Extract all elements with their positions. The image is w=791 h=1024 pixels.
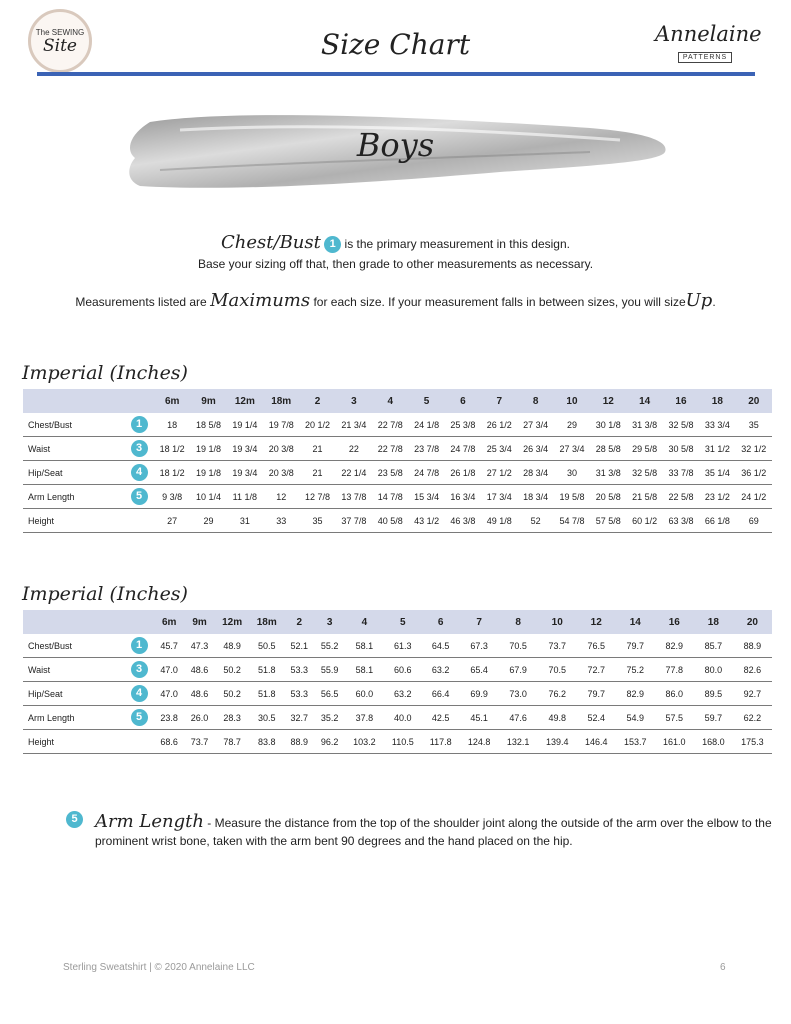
size-header: 20: [733, 610, 772, 634]
table-cell: 20 3/8: [263, 437, 299, 461]
table-cell: 49 1/8: [481, 509, 517, 533]
table-row: [23, 658, 772, 682]
table-cell: 35: [299, 509, 335, 533]
table-cell: 51.8: [249, 658, 284, 682]
table-cell: 55.2: [314, 634, 344, 658]
row-label: Arm Length: [23, 485, 124, 509]
table-cell: 19 5/8: [554, 485, 590, 509]
header-blank-badge: [124, 389, 154, 413]
table-cell: 19 1/4: [227, 413, 263, 437]
table-cell: 24 7/8: [445, 437, 481, 461]
table-cell: 19 1/8: [190, 461, 226, 485]
measurement-badge: 1: [131, 637, 148, 654]
table-cell: 85.7: [694, 634, 733, 658]
table-2-title: Imperial (Inches): [22, 583, 188, 605]
size-header-row: [23, 389, 772, 413]
table-cell: 73.0: [499, 682, 538, 706]
size-header: 2: [284, 610, 314, 634]
row-badge-cell: [124, 634, 154, 658]
table-cell: 60.6: [384, 658, 422, 682]
row-badge-cell: [124, 485, 154, 509]
header-rule: [37, 72, 755, 76]
maximums-term: Maximums: [210, 290, 311, 311]
logo-right-line2: PATTERNS: [678, 52, 732, 63]
measurement-badge: 4: [131, 464, 148, 481]
table-row: [23, 461, 772, 485]
table-cell: 26 1/2: [481, 413, 517, 437]
table-cell: 59.7: [694, 706, 733, 730]
table-cell: 30 1/8: [590, 413, 626, 437]
row-label: Arm Length: [23, 706, 124, 730]
table-cell: 76.2: [538, 682, 577, 706]
size-header: 3: [314, 610, 344, 634]
table-cell: 48.6: [184, 658, 214, 682]
table-cell: 82.9: [616, 682, 655, 706]
table-cell: 103.2: [345, 730, 384, 754]
row-label: Waist: [23, 658, 124, 682]
table-cell: 56.5: [314, 682, 344, 706]
table-cell: 18: [154, 413, 190, 437]
size-header: 18m: [263, 389, 299, 413]
table-cell: 35: [736, 413, 773, 437]
size-header: 18m: [249, 610, 284, 634]
table-cell: 47.3: [184, 634, 214, 658]
table-cell: 23 5/8: [372, 461, 408, 485]
table-cell: 40.0: [384, 706, 422, 730]
row-label: Hip/Seat: [23, 682, 124, 706]
table-cell: 45.1: [460, 706, 499, 730]
table-cell: 27 1/2: [481, 461, 517, 485]
table-cell: 69.9: [460, 682, 499, 706]
size-header: 3: [336, 389, 372, 413]
table-cell: 65.4: [460, 658, 499, 682]
size-header: 8: [517, 389, 553, 413]
table-cell: 75.2: [616, 658, 655, 682]
arm-length-description: - Measure the distance from the top of the shoulder joint along the outside of the arm over the elbow to the prominent wrist bone, taken with the arm bent 90 degrees and the hand placed on the hip.: [95, 816, 772, 848]
table-cell: 28 5/8: [590, 437, 626, 461]
table-cell: 72.7: [577, 658, 616, 682]
table-cell: 22 7/8: [372, 413, 408, 437]
measurement-badge: 3: [131, 661, 148, 678]
size-header: 6m: [154, 610, 184, 634]
table-cell: 30 5/8: [663, 437, 699, 461]
table-cell: 53.3: [284, 682, 314, 706]
table-cell: 23 7/8: [408, 437, 444, 461]
table-cell: 78.7: [215, 730, 250, 754]
table-cell: 68.6: [154, 730, 184, 754]
size-header: 16: [655, 610, 694, 634]
size-header: 18: [694, 610, 733, 634]
table-cell: 11 1/8: [227, 485, 263, 509]
table-cell: 48.9: [215, 634, 250, 658]
table-cell: 22: [336, 437, 372, 461]
table-cell: 73.7: [184, 730, 214, 754]
table-cell: 29: [554, 413, 590, 437]
size-header: 12m: [227, 389, 263, 413]
table-cell: 33: [263, 509, 299, 533]
table-cell: 23.8: [154, 706, 184, 730]
table-cell: 88.9: [733, 634, 772, 658]
row-label: Hip/Seat: [23, 461, 124, 485]
size-header: 9m: [190, 389, 226, 413]
table-cell: 73.7: [538, 634, 577, 658]
table-cell: 31 3/8: [590, 461, 626, 485]
table-cell: 110.5: [384, 730, 422, 754]
table-row: [23, 706, 772, 730]
table-cell: 46 3/8: [445, 509, 481, 533]
size-header: 10: [554, 389, 590, 413]
table-cell: 18 5/8: [190, 413, 226, 437]
table-cell: 24 1/2: [736, 485, 773, 509]
table-cell: 168.0: [694, 730, 733, 754]
table-cell: 77.8: [655, 658, 694, 682]
table-cell: 21 5/8: [626, 485, 662, 509]
table-cell: 24 7/8: [408, 461, 444, 485]
table-cell: 19 1/8: [190, 437, 226, 461]
table-cell: 27 3/4: [517, 413, 553, 437]
size-table-2: [23, 610, 772, 754]
banner-title: Boys: [356, 126, 435, 164]
table-cell: 52.4: [577, 706, 616, 730]
table-cell: 15 3/4: [408, 485, 444, 509]
table-cell: 36 1/2: [736, 461, 773, 485]
table-2-body: [23, 634, 772, 754]
arm-length-term: Arm Length: [95, 811, 204, 832]
table-cell: 23 1/2: [699, 485, 735, 509]
up-term: Up: [685, 290, 713, 311]
header-blank-badge: [124, 610, 154, 634]
table-cell: 9 3/8: [154, 485, 190, 509]
intro-line3-a: Measurements listed are: [75, 295, 207, 309]
table-cell: 28 3/4: [517, 461, 553, 485]
size-header: 5: [384, 610, 422, 634]
table-cell: 20 1/2: [299, 413, 335, 437]
size-header: 5: [408, 389, 444, 413]
table-cell: 70.5: [538, 658, 577, 682]
table-cell: 26.0: [184, 706, 214, 730]
size-header: 2: [299, 389, 335, 413]
page-title: Size Chart: [320, 28, 471, 61]
size-header: 14: [616, 610, 655, 634]
size-header: 8: [499, 610, 538, 634]
row-badge-cell: [124, 461, 154, 485]
table-cell: 58.1: [345, 658, 384, 682]
table-cell: 22 1/4: [336, 461, 372, 485]
table-cell: 175.3: [733, 730, 772, 754]
table-cell: 19 3/4: [227, 461, 263, 485]
table-cell: 86.0: [655, 682, 694, 706]
table-cell: 49.8: [538, 706, 577, 730]
table-cell: 30.5: [249, 706, 284, 730]
table-cell: 18 1/2: [154, 437, 190, 461]
table-cell: 57.5: [655, 706, 694, 730]
table-1-body: [23, 413, 772, 533]
logo-right-line1: Annelaine: [655, 22, 762, 46]
measurement-badge-1: 1: [324, 236, 341, 253]
table-cell: 55.9: [314, 658, 344, 682]
table-cell: 14 7/8: [372, 485, 408, 509]
table-cell: 63 3/8: [663, 509, 699, 533]
size-header: 9m: [184, 610, 214, 634]
table-row: [23, 682, 772, 706]
size-header: 6m: [154, 389, 190, 413]
row-label: Chest/Bust: [23, 634, 124, 658]
size-header: 7: [460, 610, 499, 634]
measurement-badge: 5: [131, 709, 148, 726]
intro-line-3: [0, 290, 791, 311]
row-badge-cell: [124, 706, 154, 730]
table-cell: 70.5: [499, 634, 538, 658]
table-cell: 82.6: [733, 658, 772, 682]
table-cell: 28.3: [215, 706, 250, 730]
table-row: [23, 437, 772, 461]
table-cell: 37 7/8: [336, 509, 372, 533]
table-cell: 22 5/8: [663, 485, 699, 509]
table-cell: 27 3/4: [554, 437, 590, 461]
table-cell: 16 3/4: [445, 485, 481, 509]
table-cell: 32 1/2: [736, 437, 773, 461]
measurement-badge: 3: [131, 440, 148, 457]
table-1-title: Imperial (Inches): [22, 362, 188, 384]
table-cell: 66 1/8: [699, 509, 735, 533]
logo-left-line2: Site: [43, 35, 77, 56]
table-cell: 42.5: [422, 706, 460, 730]
row-label: Height: [23, 509, 124, 533]
table-cell: 67.9: [499, 658, 538, 682]
table-cell: 153.7: [616, 730, 655, 754]
table-cell: 32 5/8: [626, 461, 662, 485]
table-cell: 50.5: [249, 634, 284, 658]
table-cell: 79.7: [577, 682, 616, 706]
table-cell: 132.1: [499, 730, 538, 754]
table-cell: 83.8: [249, 730, 284, 754]
table-cell: 57 5/8: [590, 509, 626, 533]
table-cell: 67.3: [460, 634, 499, 658]
size-header: 12: [577, 610, 616, 634]
table-cell: 13 7/8: [336, 485, 372, 509]
table-cell: 51.8: [249, 682, 284, 706]
table-cell: 17 3/4: [481, 485, 517, 509]
table-cell: 63.2: [384, 682, 422, 706]
table-cell: 124.8: [460, 730, 499, 754]
size-header: 6: [445, 389, 481, 413]
table-cell: 54 7/8: [554, 509, 590, 533]
table-cell: 52: [517, 509, 553, 533]
table-cell: 31 1/2: [699, 437, 735, 461]
table-cell: 22 7/8: [372, 437, 408, 461]
table-cell: 21: [299, 461, 335, 485]
measurement-badge: 1: [131, 416, 148, 433]
table-cell: 24 1/8: [408, 413, 444, 437]
header-blank: [23, 389, 124, 413]
header-blank: [23, 610, 124, 634]
table-cell: 19 7/8: [263, 413, 299, 437]
row-badge-cell: [124, 413, 154, 437]
size-header: 4: [345, 610, 384, 634]
table-cell: 25 3/4: [481, 437, 517, 461]
table-cell: 31: [227, 509, 263, 533]
table-cell: 79.7: [616, 634, 655, 658]
table-cell: 89.5: [694, 682, 733, 706]
row-label: Height: [23, 730, 124, 754]
table-cell: 50.2: [215, 658, 250, 682]
table-row: [23, 730, 772, 754]
intro-line1-text: is the primary measurement in this design.: [344, 237, 570, 251]
table-cell: 43 1/2: [408, 509, 444, 533]
table-cell: 33 3/4: [699, 413, 735, 437]
size-header: 7: [481, 389, 517, 413]
measurement-badge: 4: [131, 685, 148, 702]
table-cell: 80.0: [694, 658, 733, 682]
table-cell: 25 3/8: [445, 413, 481, 437]
size-header: 18: [699, 389, 735, 413]
table-cell: 32.7: [284, 706, 314, 730]
logo-left-line1: The SEWING: [35, 27, 85, 37]
table-cell: 58.1: [345, 634, 384, 658]
size-header: 12: [590, 389, 626, 413]
table-cell: 53.3: [284, 658, 314, 682]
footer-copyright: Sterling Sweatshirt | © 2020 Annelaine LLC: [63, 962, 255, 973]
table-cell: 12 7/8: [299, 485, 335, 509]
intro-line-1: [0, 232, 791, 253]
size-header: 4: [372, 389, 408, 413]
table-cell: 139.4: [538, 730, 577, 754]
table-cell: 37.8: [345, 706, 384, 730]
table-cell: 60 1/2: [626, 509, 662, 533]
size-header: 20: [736, 389, 773, 413]
intro-line-2: Base your sizing off that, then grade to other measurements as necessary.: [197, 257, 594, 271]
table-cell: 47.0: [154, 682, 184, 706]
table-row: [23, 413, 772, 437]
measurement-badge: 5: [131, 488, 148, 505]
table-cell: 60.0: [345, 682, 384, 706]
table-row: [23, 485, 772, 509]
table-cell: 21 3/4: [336, 413, 372, 437]
table-cell: 92.7: [733, 682, 772, 706]
arm-length-footnote: [95, 813, 775, 850]
table-cell: 26 1/8: [445, 461, 481, 485]
chest-bust-term: Chest/Bust: [221, 232, 321, 253]
table-cell: 63.2: [422, 658, 460, 682]
table-cell: 88.9: [284, 730, 314, 754]
measurement-badge-5: 5: [66, 811, 83, 828]
table-cell: 82.9: [655, 634, 694, 658]
table-cell: 26 3/4: [517, 437, 553, 461]
table-cell: 30: [554, 461, 590, 485]
table-cell: 76.5: [577, 634, 616, 658]
row-badge-cell: [124, 437, 154, 461]
table-cell: 32 5/8: [663, 413, 699, 437]
row-label: Chest/Bust: [23, 413, 124, 437]
table-cell: 66.4: [422, 682, 460, 706]
table-cell: 35 1/4: [699, 461, 735, 485]
table-cell: 10 1/4: [190, 485, 226, 509]
page-number: 6: [720, 962, 726, 973]
table-cell: 35.2: [314, 706, 344, 730]
table-cell: 69: [736, 509, 773, 533]
size-header: 6: [422, 610, 460, 634]
table-cell: 31 3/8: [626, 413, 662, 437]
table-cell: 96.2: [314, 730, 344, 754]
table-cell: 161.0: [655, 730, 694, 754]
row-badge-cell: [124, 658, 154, 682]
size-header-row: [23, 610, 772, 634]
table-cell: 29: [190, 509, 226, 533]
table-cell: 52.1: [284, 634, 314, 658]
table-cell: 117.8: [422, 730, 460, 754]
table-cell: 33 7/8: [663, 461, 699, 485]
intro-line3-end: .: [712, 295, 716, 309]
table-cell: 50.2: [215, 682, 250, 706]
size-header: 14: [626, 389, 662, 413]
table-cell: 47.6: [499, 706, 538, 730]
table-cell: 62.2: [733, 706, 772, 730]
size-header: 10: [538, 610, 577, 634]
size-table-1: [23, 389, 772, 533]
row-badge-cell: [124, 730, 154, 754]
annelaine-patterns-logo: [655, 22, 762, 66]
table-cell: 64.5: [422, 634, 460, 658]
table-row: [23, 634, 772, 658]
table-cell: 146.4: [577, 730, 616, 754]
table-cell: 29 5/8: [626, 437, 662, 461]
table-cell: 20 5/8: [590, 485, 626, 509]
table-cell: 18 1/2: [154, 461, 190, 485]
table-cell: 48.6: [184, 682, 214, 706]
table-cell: 19 3/4: [227, 437, 263, 461]
table-cell: 12: [263, 485, 299, 509]
table-row: [23, 509, 772, 533]
table-cell: 45.7: [154, 634, 184, 658]
table-cell: 18 3/4: [517, 485, 553, 509]
row-badge-cell: [124, 682, 154, 706]
table-cell: 20 3/8: [263, 461, 299, 485]
size-header: 16: [663, 389, 699, 413]
table-cell: 47.0: [154, 658, 184, 682]
row-badge-cell: [124, 509, 154, 533]
intro-line3-b: for each size. If your measurement falls in between sizes, you will size: [313, 295, 686, 309]
table-cell: 21: [299, 437, 335, 461]
table-cell: 27: [154, 509, 190, 533]
table-cell: 54.9: [616, 706, 655, 730]
row-label: Waist: [23, 437, 124, 461]
table-cell: 40 5/8: [372, 509, 408, 533]
size-header: 12m: [215, 610, 250, 634]
table-cell: 61.3: [384, 634, 422, 658]
